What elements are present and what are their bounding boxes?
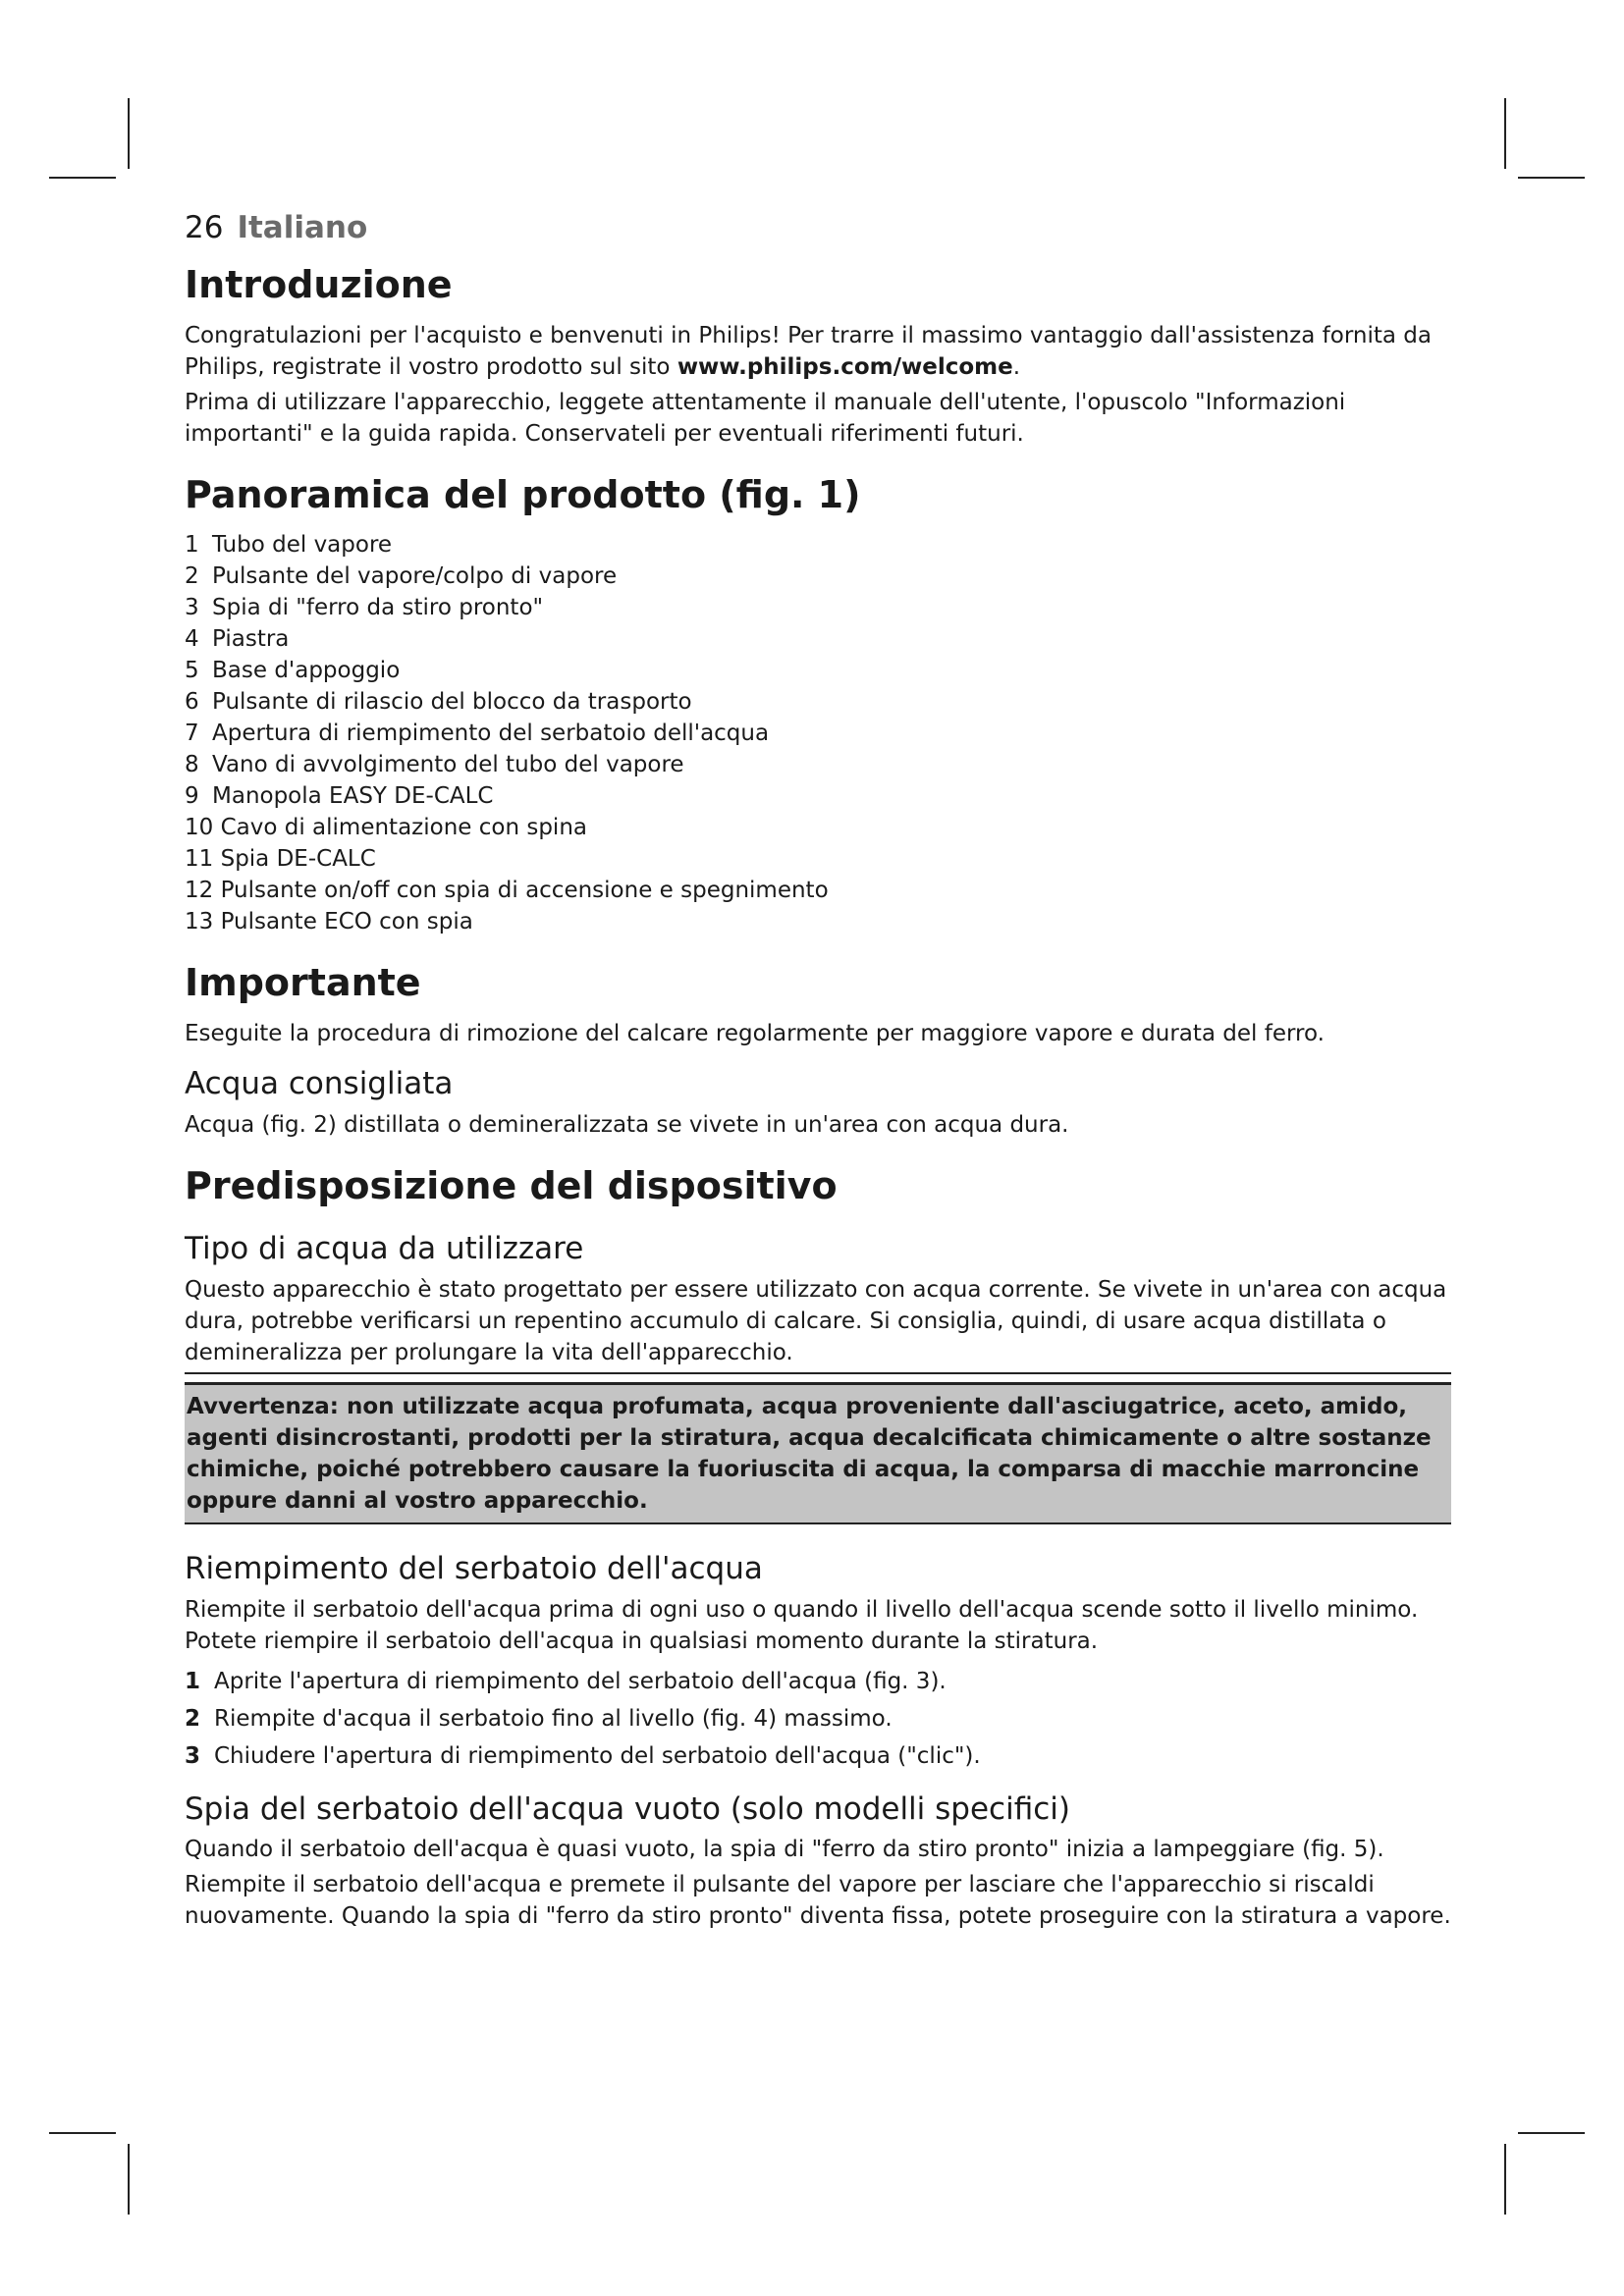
filling: [185, 1550, 1451, 1775]
intro-section: [185, 263, 1451, 450]
warning-box: Avvertenza: non utilizzate acqua profumata, acqua proveniente dall'asciugatrice, aceto, amido, agenti disincrostanti, prodotti per la stiratura, acqua decalcificata chimicamente o altre sostanze chimiche, poiché potrebbero causare la fuoriuscita di acqua, la comparsa di macchie marroncine oppure danni al vostro apparecchio.: [185, 1382, 1451, 1524]
step-number: 3: [185, 1742, 201, 1769]
step-text: Chiudere l'apertura di riempimento del serbatoio dell'acqua ("clic").: [214, 1742, 981, 1769]
recommended-water-text: Acqua (fig. 2) distillata o demineralizzata se vivete in un'area con acqua dura.: [185, 1111, 1069, 1138]
intro-paragraph: [185, 320, 1451, 383]
important-section: [185, 961, 1451, 1140]
water-type: [185, 1230, 1451, 1524]
list-item: [185, 718, 1451, 749]
step-number: 1: [185, 1668, 201, 1694]
list-item: [185, 749, 1451, 780]
registration-link[interactable]: www.philips.com/welcome: [677, 353, 1013, 380]
recommended-water: [185, 1065, 1451, 1141]
item-text: Spia DE-CALC: [220, 846, 376, 873]
crop-mark: [1504, 2144, 1506, 2215]
overview-title: Panoramica del prodotto (fig. 1): [185, 472, 861, 516]
intro-title: Introduzione: [185, 263, 453, 306]
list-item: [185, 623, 1451, 655]
crop-mark: [128, 98, 130, 169]
overview-section: [185, 473, 1451, 938]
intro-text-end: .: [1012, 353, 1021, 380]
intro-paragraph-2: Prima di utilizzare l'apparecchio, leggete attentamente il manuale dell'utente, l'opuscolo "Informazioni importanti" e la guida rapida. Conservateli per eventuali riferimenti futuri.: [185, 389, 1346, 447]
item-number: 13: [185, 909, 214, 935]
step-number: 2: [185, 1705, 201, 1732]
list-item: [185, 592, 1451, 623]
crop-mark: [1504, 98, 1506, 169]
item-text: Vano di avvolgimento del tubo del vapore: [212, 752, 684, 778]
setup-title: Predisposizione del dispositivo: [185, 1163, 838, 1207]
language-label: Italiano: [237, 210, 368, 245]
item-text: Tubo del vapore: [212, 532, 393, 559]
page-content: [185, 210, 1451, 1936]
list-item: [185, 529, 1451, 561]
item-number: 11: [185, 846, 214, 873]
list-item: [185, 812, 1451, 843]
list-item: [185, 686, 1451, 718]
item-number: 2: [185, 563, 199, 590]
item-text: Base d'appoggio: [212, 658, 401, 684]
filling-text: Riempite il serbatoio dell'acqua prima di ogni uso o quando il livello dell'acqua scende sotto il livello minimo. Potete riempire il serbatoio dell'acqua in qualsiasi momento durante la stiratura.: [185, 1596, 1419, 1654]
setup-section: [185, 1164, 1451, 1933]
item-text: Manopola EASY DE-CALC: [212, 783, 494, 810]
item-text: Pulsante ECO con spia: [220, 909, 473, 935]
filling-title: Riempimento del serbatoio dell'acqua: [185, 1550, 763, 1586]
item-number: 12: [185, 878, 214, 904]
crop-mark: [49, 2132, 116, 2134]
intro-text: Congratulazioni per l'acquisto e benvenuti in Philips! Per trarre il massimo vantaggio dall'assistenza fornita da Philips, registrate il vostro prodotto sul sito: [185, 322, 1432, 380]
page-number: 26: [185, 210, 224, 245]
recommended-water-title: Acqua consigliata: [185, 1065, 454, 1101]
step-item: [185, 1663, 1451, 1700]
item-number: 10: [185, 815, 214, 841]
filling-steps: [185, 1663, 1451, 1775]
crop-mark: [128, 2144, 130, 2215]
item-text: Piastra: [212, 626, 290, 653]
item-text: Pulsante di rilascio del blocco da trasporto: [212, 689, 692, 716]
crop-mark: [49, 177, 116, 179]
step-item: [185, 1700, 1451, 1737]
step-text: Riempite d'acqua il serbatoio fino al livello (fig. 4) massimo.: [214, 1705, 893, 1732]
item-number: 7: [185, 721, 199, 747]
item-number: 9: [185, 783, 199, 810]
item-number: 5: [185, 658, 199, 684]
item-text: Cavo di alimentazione con spina: [220, 815, 587, 841]
list-item: [185, 843, 1451, 875]
parts-list: [185, 529, 1451, 937]
important-text: Eseguite la procedura di rimozione del calcare regolarmente per maggiore vapore e durata del ferro.: [185, 1020, 1325, 1046]
item-number: 1: [185, 532, 199, 559]
page-header: [185, 210, 1451, 245]
list-item: [185, 561, 1451, 592]
crop-mark: [1518, 2132, 1585, 2134]
empty-tank-light: [185, 1790, 1451, 1933]
item-number: 3: [185, 595, 199, 621]
step-text: Aprite l'apertura di riempimento del serbatoio dell'acqua (fig. 3).: [214, 1668, 947, 1694]
item-text: Pulsante on/off con spia di accensione e spegnimento: [220, 878, 829, 904]
list-item: [185, 655, 1451, 686]
item-text: Spia di "ferro da stiro pronto": [212, 595, 544, 621]
important-title: Importante: [185, 961, 421, 1005]
list-item: [185, 906, 1451, 937]
empty-tank-text-1: Quando il serbatoio dell'acqua è quasi vuoto, la spia di "ferro da stiro pronto" inizia a lampeggiare (fig. 5).: [185, 1837, 1384, 1863]
step-item: [185, 1737, 1451, 1775]
item-text: Apertura di riempimento del serbatoio dell'acqua: [212, 721, 770, 747]
water-type-title: Tipo di acqua da utilizzare: [185, 1231, 584, 1267]
item-text: Pulsante del vapore/colpo di vapore: [212, 563, 618, 590]
item-number: 6: [185, 689, 199, 716]
item-number: 4: [185, 626, 199, 653]
list-item: [185, 780, 1451, 812]
list-item: [185, 875, 1451, 906]
empty-tank-text-2: Riempite il serbatoio dell'acqua e premete il pulsante del vapore per lasciare che l'apparecchio si riscaldi nuovamente. Quando la spia di "ferro da stiro pronto" diventa fissa, potete proseguire con la stiratura a vapore.: [185, 1872, 1451, 1930]
empty-tank-title: Spia del serbatoio dell'acqua vuoto (solo modelli specifici): [185, 1790, 1070, 1827]
water-type-text: Questo apparecchio è stato progettato per essere utilizzato con acqua corrente. Se vivete in un'area con acqua dura, potrebbe verificarsi un repentino accumulo di calcare. Si consiglia, quindi, di usare acqua distillata o demineralizza per prolungare la vita dell'apparecchio.: [185, 1274, 1451, 1374]
crop-mark: [1518, 177, 1585, 179]
item-number: 8: [185, 752, 199, 778]
